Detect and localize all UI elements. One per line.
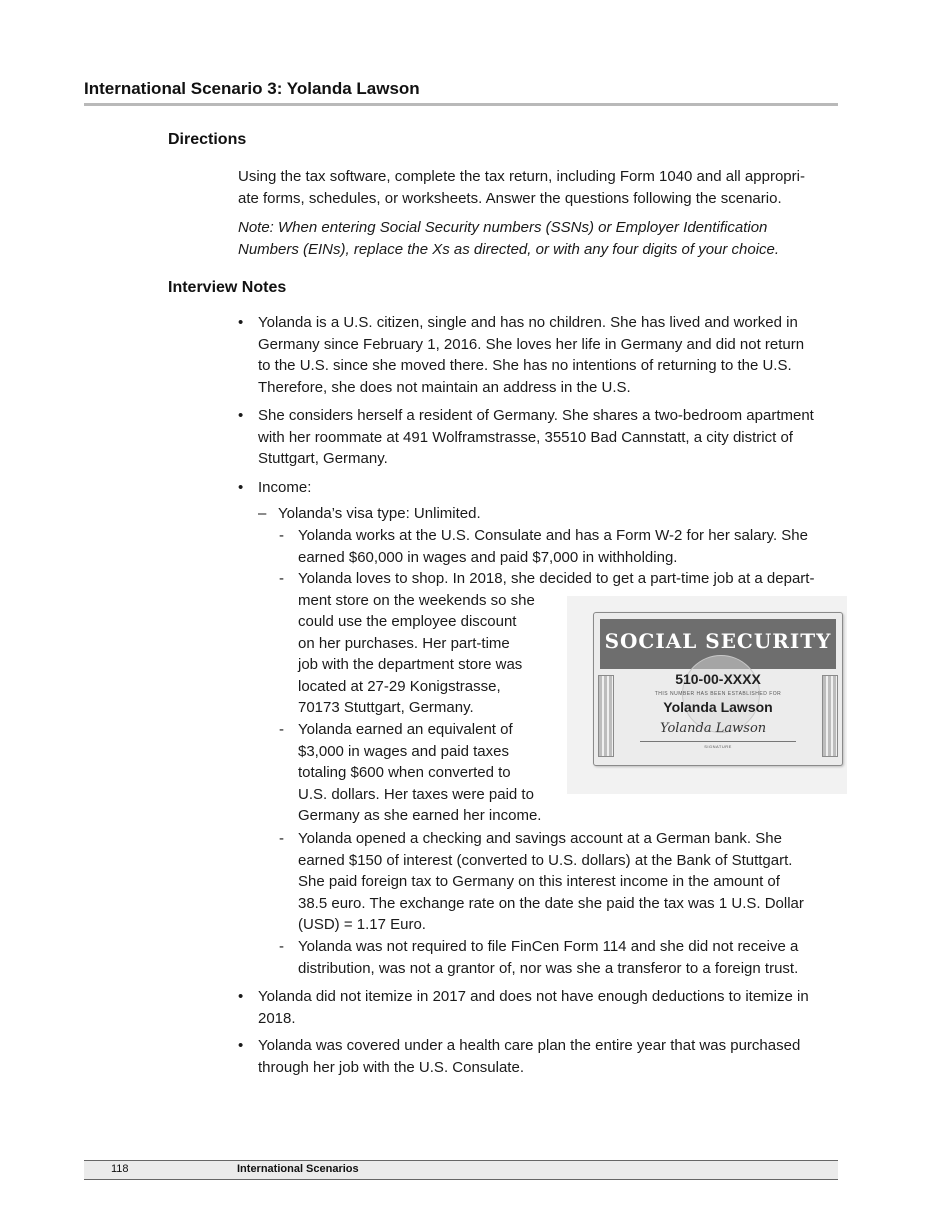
text-line: ment store on the weekends so she — [298, 591, 535, 609]
page-number: 118 — [111, 1163, 129, 1175]
text-line: Stuttgart, Germany. — [258, 450, 388, 467]
bullet-marker: • — [238, 314, 244, 331]
text-line: Using the tax software, complete the tax return, including Form 1040 and all appropri- — [238, 168, 805, 185]
signature-label: SIGNATURE — [704, 744, 732, 749]
hyphen-marker: - — [279, 527, 284, 544]
bullet-marker: • — [238, 988, 244, 1005]
text-line: to the U.S. since she moved there. She has no intentions of returning to the U.S. — [258, 357, 792, 374]
list-item — [258, 312, 840, 398]
text-line: Germany since February 1, 2016. She loves her life in Germany and did not return — [258, 335, 805, 353]
title-divider — [84, 103, 838, 106]
text-line: located at 27-29 Konigstrasse, — [298, 677, 501, 695]
card-banner-text: SOCIAL SECURITY — [604, 629, 832, 653]
dash-marker: – — [258, 505, 267, 522]
hyphen-marker: - — [279, 830, 284, 847]
card-name: Yolanda Lawson — [663, 699, 773, 715]
list-item — [298, 525, 808, 568]
social-security-card — [593, 612, 843, 766]
page-title: International Scenario 3: Yolanda Lawson — [84, 79, 420, 98]
text-line: 38.5 euro. The exchange rate on the date she paid the tax was 1 U.S. Dollar — [298, 894, 804, 912]
card-established-text: THIS NUMBER HAS BEEN ESTABLISHED FOR — [654, 691, 782, 697]
text-line: Therefore, she does not maintain an address in the U.S. — [258, 378, 631, 396]
list-item — [298, 828, 804, 936]
list-item — [298, 936, 798, 979]
text-line: 70173 Stuttgart, Germany. — [298, 699, 474, 716]
card-ssn: 510-00-XXXX — [675, 671, 761, 687]
text-line: with her roommate at 491 Wolframstrasse, 35510 Bad Cannstatt, a city district of — [258, 428, 793, 446]
directions-heading: Directions — [168, 131, 247, 148]
text-line: Yolanda was not required to file FinCen Form 114 and she did not receive a — [298, 938, 799, 955]
bullet-marker: • — [238, 1037, 244, 1054]
text-line: distribution, was not a grantor of, nor was she a transferor to a foreign trust. — [298, 959, 799, 977]
text-line: totaling $600 when converted to — [298, 764, 511, 781]
text-line: $3,000 in wages and paid taxes — [298, 742, 509, 760]
text-line: Yolanda earned an equivalent of — [298, 721, 513, 738]
directions-note — [238, 217, 838, 260]
list-item — [258, 405, 840, 470]
text-line: through her job with the U.S. Consulate. — [258, 1058, 524, 1076]
list-item — [258, 1035, 840, 1078]
list-item — [298, 719, 541, 827]
list-item — [258, 986, 840, 1029]
bullet-marker: • — [238, 479, 244, 496]
card-signature: Yolanda Lawson — [660, 721, 767, 736]
text-line: She considers herself a resident of Germany. She shares a two-bedroom apartment — [258, 407, 814, 424]
text-line: Yolanda loves to shop. In 2018, she decided to get a part-time job at a depart- — [298, 570, 815, 587]
text-line: Yolanda did not itemize in 2017 and does not have enough deductions to itemize in — [258, 988, 809, 1005]
text-line: U.S. dollars. Her taxes were paid to — [298, 785, 534, 803]
footer-section-title: International Scenarios — [237, 1163, 359, 1175]
hyphen-marker: - — [279, 721, 284, 738]
list-item: Yolanda’s visa type: Unlimited. — [278, 505, 481, 522]
list-item: Income: — [258, 479, 312, 496]
text-line: earned $60,000 in wages and paid $7,000 in withholding. — [298, 548, 678, 566]
text-line: on her purchases. Her part-time — [298, 634, 510, 652]
text-line: Numbers (EINs), replace the Xs as directed, or with any four digits of your choice. — [238, 240, 780, 258]
text-line: could use the employee discount — [298, 613, 517, 630]
hyphen-marker: - — [279, 570, 284, 587]
directions-paragraph — [238, 166, 838, 209]
text-line: Yolanda was covered under a health care plan the entire year that was purchased — [258, 1037, 801, 1054]
social-security-card-image — [567, 596, 847, 794]
text-line: earned $150 of interest (converted to U.S. dollars) at the Bank of Stuttgart. — [298, 851, 793, 869]
text-line: job with the department store was — [298, 656, 523, 673]
text-line: Note: When entering Social Security numbers (SSNs) or Employer Identification — [238, 219, 768, 236]
text-line: (USD) = 1.17 Euro. — [298, 916, 426, 933]
text-line: Yolanda works at the U.S. Consulate and has a Form W-2 for her salary. She — [298, 527, 808, 544]
interview-notes-heading: Interview Notes — [168, 279, 287, 296]
hyphen-marker: - — [279, 938, 284, 955]
text-line: ate forms, schedules, or worksheets. Answer the questions following the scenario. — [238, 189, 782, 207]
signature-line — [640, 741, 796, 742]
bullet-marker: • — [238, 407, 244, 424]
text-line: Yolanda is a U.S. citizen, single and has no children. She has lived and worked in — [258, 314, 798, 331]
text-line: Yolanda opened a checking and savings account at a German bank. She — [298, 830, 782, 847]
text-line: She paid foreign tax to Germany on this interest income in the amount of — [298, 873, 780, 890]
text-line: 2018. — [258, 1009, 296, 1027]
text-line: Germany as she earned her income. — [298, 807, 542, 824]
page-footer — [84, 1160, 838, 1180]
